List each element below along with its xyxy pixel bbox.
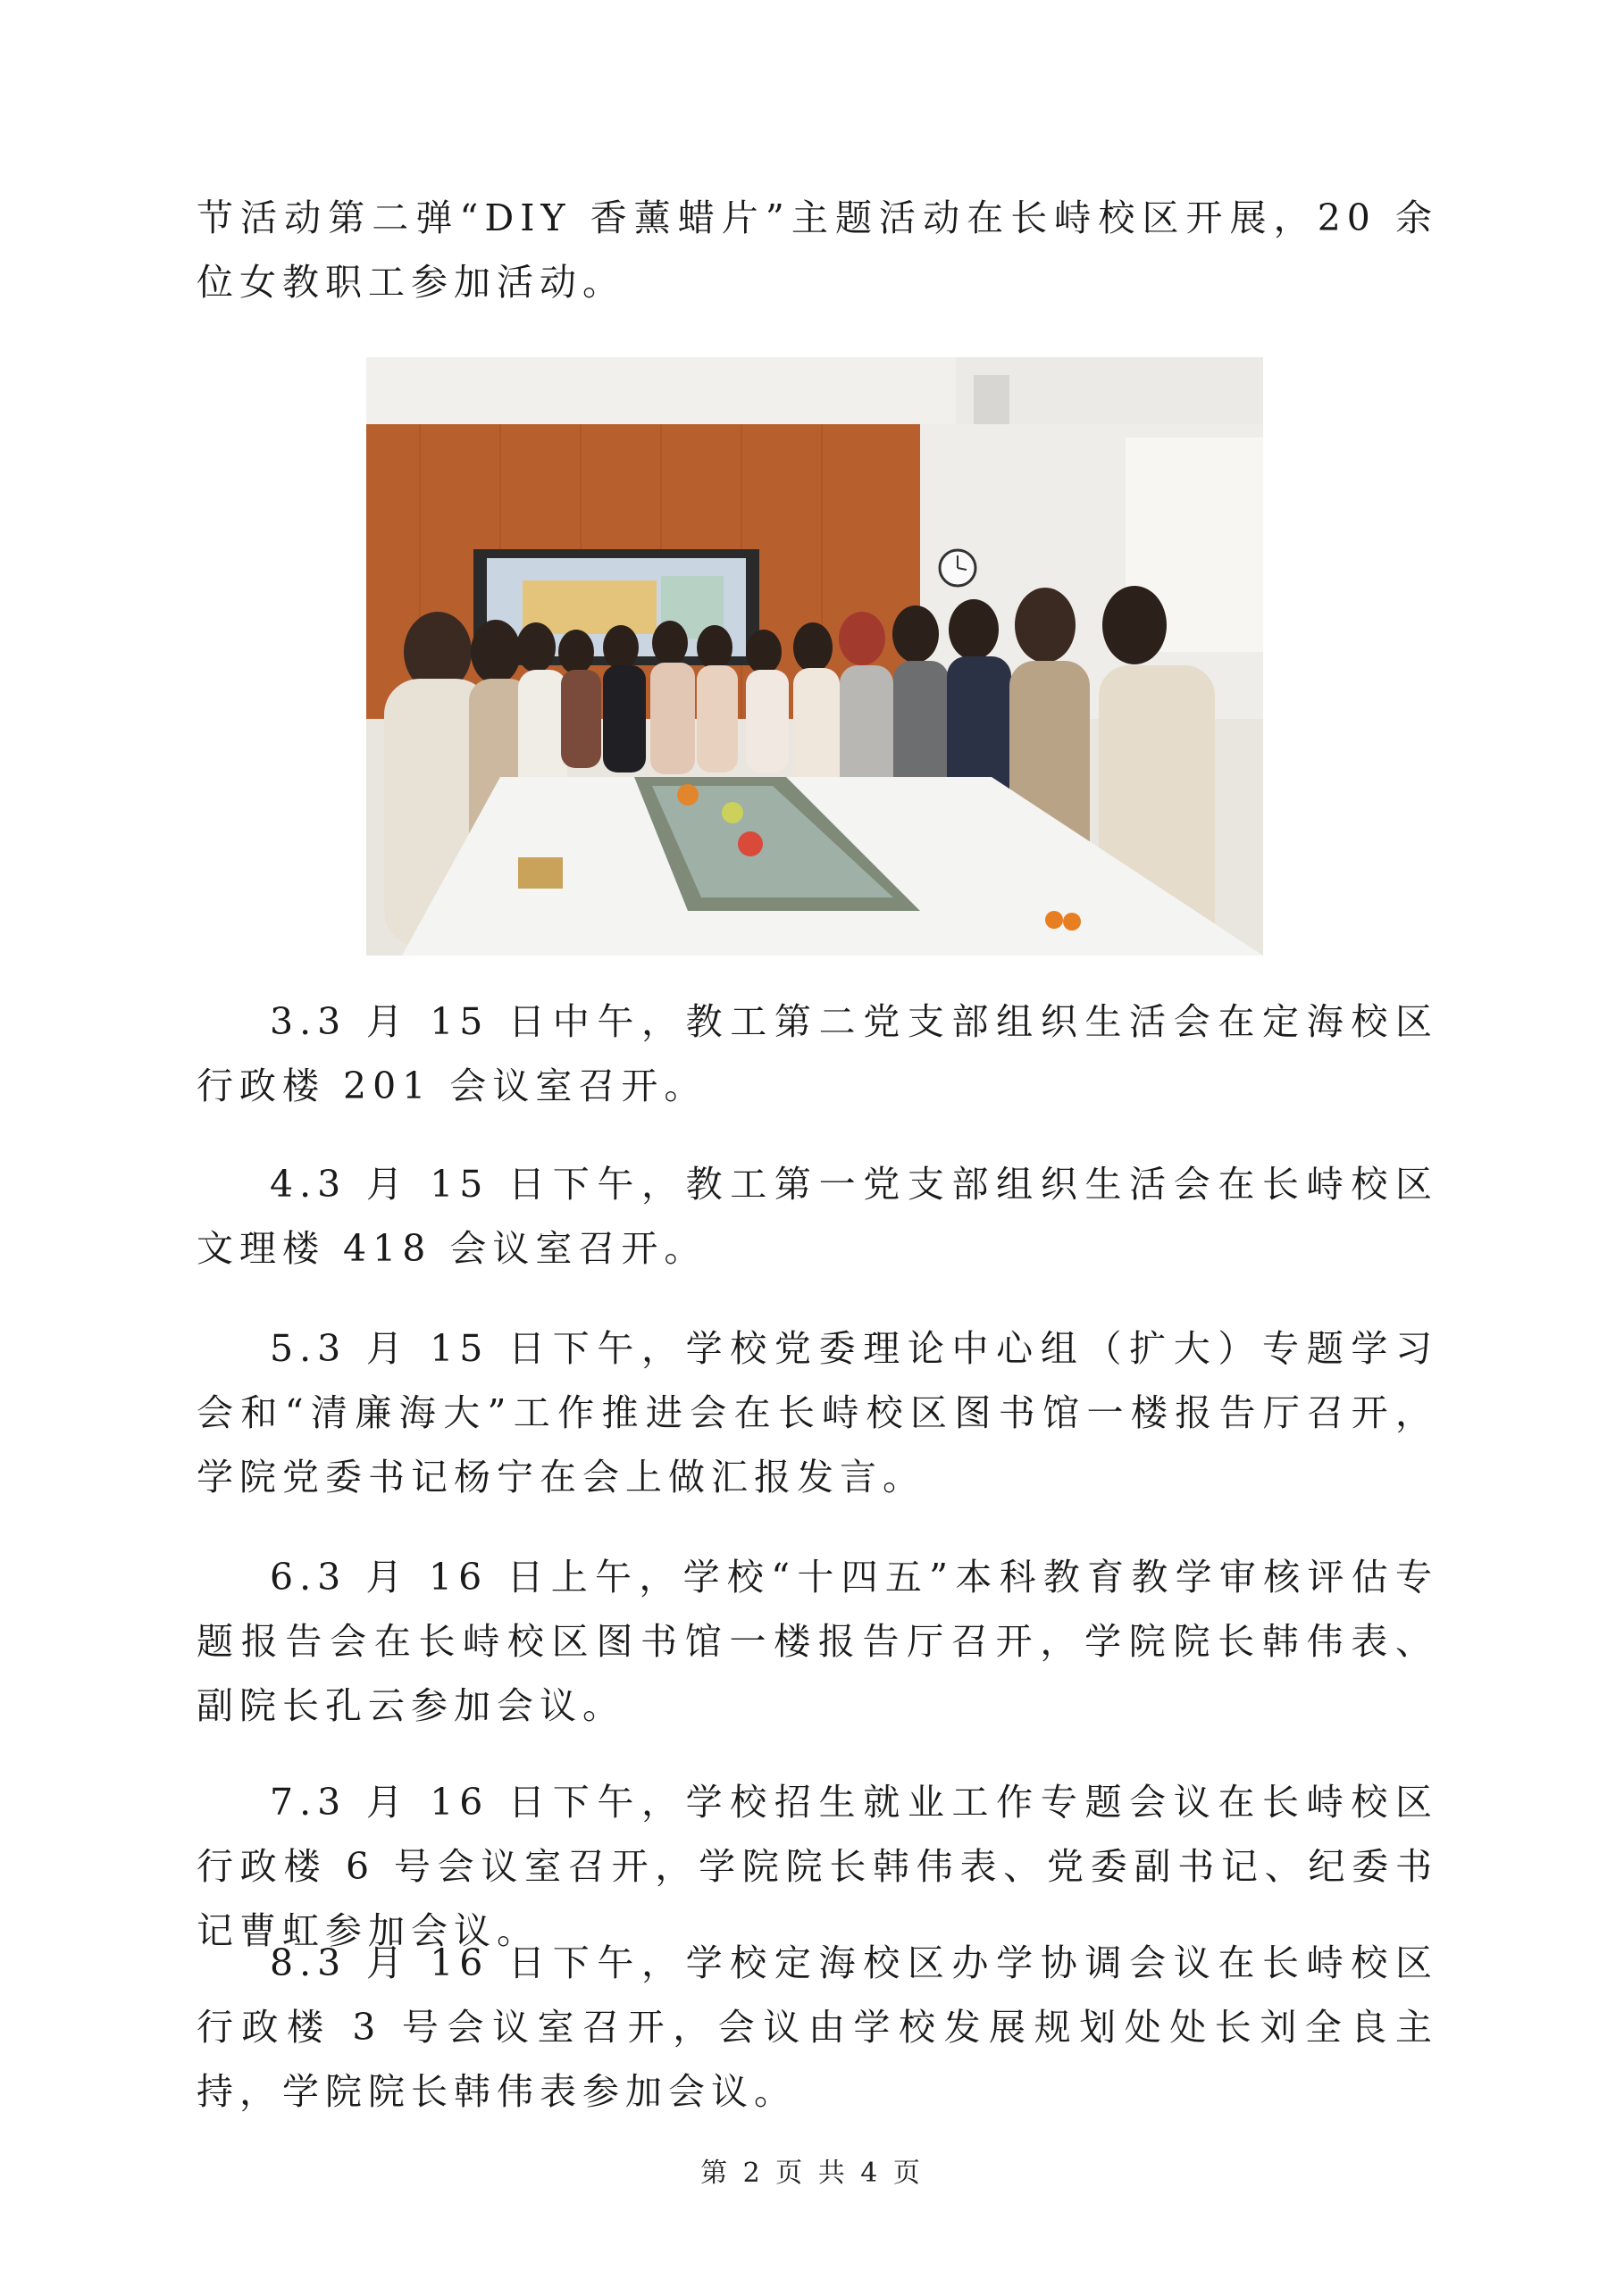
paragraph-item-3: 3.3 月 15 日中午，教工第二党支部组织生活会在定海校区行政楼 201 会议室召开。 — [197, 1000, 1438, 1107]
paragraph-item-7: 7.3 月 16 日下午，学校招生就业工作专题会议在长峙校区行政楼 6 号会议室召开，学院院长韩伟表、党委副书记、纪委书记曹虹参加会议。 — [197, 1781, 1438, 1952]
paragraph-continued: 节活动第二弹“DIY 香薰蜡片”主题活动在长峙校区开展，20 余位女教职工参加活动。 — [197, 196, 1438, 304]
event-photo — [366, 357, 1263, 956]
paragraph-item-8: 8.3 月 16 日下午，学校定海校区办学协调会议在长峙校区行政楼 3 号会议室召开，会议由学校发展规划处处长刘全良主持，学院院长韩伟表参加会议。 — [197, 1941, 1438, 2113]
paragraph-item-4: 4.3 月 15 日下午，教工第一党支部组织生活会在长峙校区文理楼 418 会议室召开。 — [197, 1163, 1438, 1270]
paragraph-item-6: 6.3 月 16 日上午，学校“十四五”本科教育教学审核评估专题报告会在长峙校区图书馆一楼报告厅召开，学院院长韩伟表、副院长孔云参加会议。 — [197, 1556, 1438, 1727]
page-footer: 第 2 页 共 4 页 — [700, 2158, 924, 2189]
paragraph-item-5: 5.3 月 15 日下午，学校党委理论中心组（扩大）专题学习会和“清廉海大”工作推进会在长峙校区图书馆一楼报告厅召开，学院党委书记杨宁在会上做汇报发言。 — [197, 1327, 1438, 1499]
